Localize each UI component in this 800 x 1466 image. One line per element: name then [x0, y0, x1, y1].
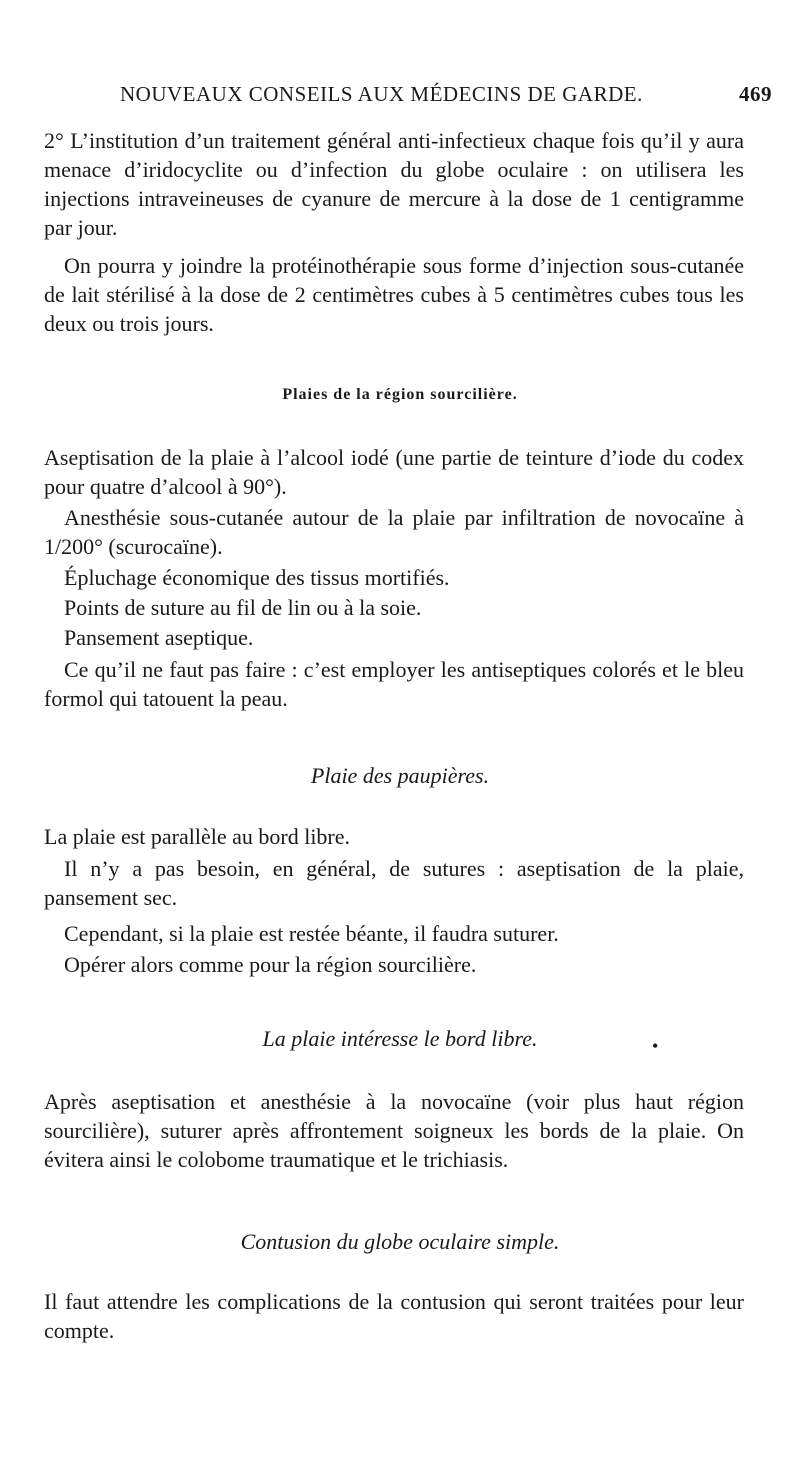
paragraph-operer: Opérer alors comme pour la région sourcilière. — [64, 952, 477, 977]
paragraph-ce-quil-ne-faut-pas-faire: Ce qu’il ne faut pas faire : c’est employer les antiseptiques colorés et le bleu formol qui tatouent la peau. — [44, 657, 744, 711]
paragraph-plaie-parallele: La plaie est parallèle au bord libre. — [44, 824, 351, 849]
section-heading-contusion: Contusion du globe oculaire simple. — [240, 1229, 560, 1254]
paragraph-sutures: Il n’y a pas besoin, en général, de sutures : aseptisation de la plaie, pansement sec. — [44, 856, 744, 910]
running-header — [120, 82, 772, 112]
page-number: 469 — [739, 82, 772, 106]
paragraph-anesthesie: Anesthésie sous-cutanée autour de la plaie par infiltration de novocaïne à 1/200° (scurocaïne). — [44, 505, 744, 559]
section-heading-paupieres: Plaie des paupières. — [310, 763, 490, 788]
section-heading-bord-libre: La plaie intéresse le bord libre. — [262, 1026, 538, 1051]
paragraph-points-suture: Points de suture au fil de lin ou à la soie. — [64, 595, 422, 620]
paragraph-il-faut-attendre: Il faut attendre les complications de la contusion qui seront traitées pour leur compte. — [44, 1289, 744, 1343]
paragraph-epluchage: Épluchage économique des tissus mortifiés. — [64, 565, 450, 590]
ink-speck: • — [652, 1036, 659, 1056]
paragraph-apres-aseptisation: Après aseptisation et anesthésie à la novocaïne (voir plus haut région sourcilière), suturer après affrontement soigneux les bords de la plaie. On évitera ainsi le colobome traumatique et le trichiasis. — [44, 1089, 744, 1172]
paragraph-treatment: 2° L’institution d’un traitement général anti-infectieux chaque fois qu’il y aura menace d’iridocyclite ou d’infection du globe oculaire : on utilisera les injections intraveineuses de cyanure de mercure à la dose de 1 centigramme par jour. — [44, 128, 744, 240]
paragraph-proteinotherapy: On pourra y joindre la protéinothérapie sous forme d’injection sous-cutanée de lait stérilisé à la dose de 2 centimètres cubes à 5 centimètres cubes tous les deux ou trois jours. — [44, 253, 744, 336]
paragraph-cependant: Cependant, si la plaie est restée béante, il faudra suturer. — [64, 921, 559, 946]
section-heading-sourciliere: Plaies de la région sourcilière. — [282, 386, 518, 403]
header-title: NOUVEAUX CONSEILS AUX MÉDECINS DE GARDE. — [120, 82, 643, 106]
paragraph-aseptisation: Aseptisation de la plaie à l’alcool iodé (une partie de teinture d’iode du codex pour quatre d’alcool à 90°). — [44, 445, 744, 499]
paragraph-pansement: Pansement aseptique. — [64, 625, 254, 650]
